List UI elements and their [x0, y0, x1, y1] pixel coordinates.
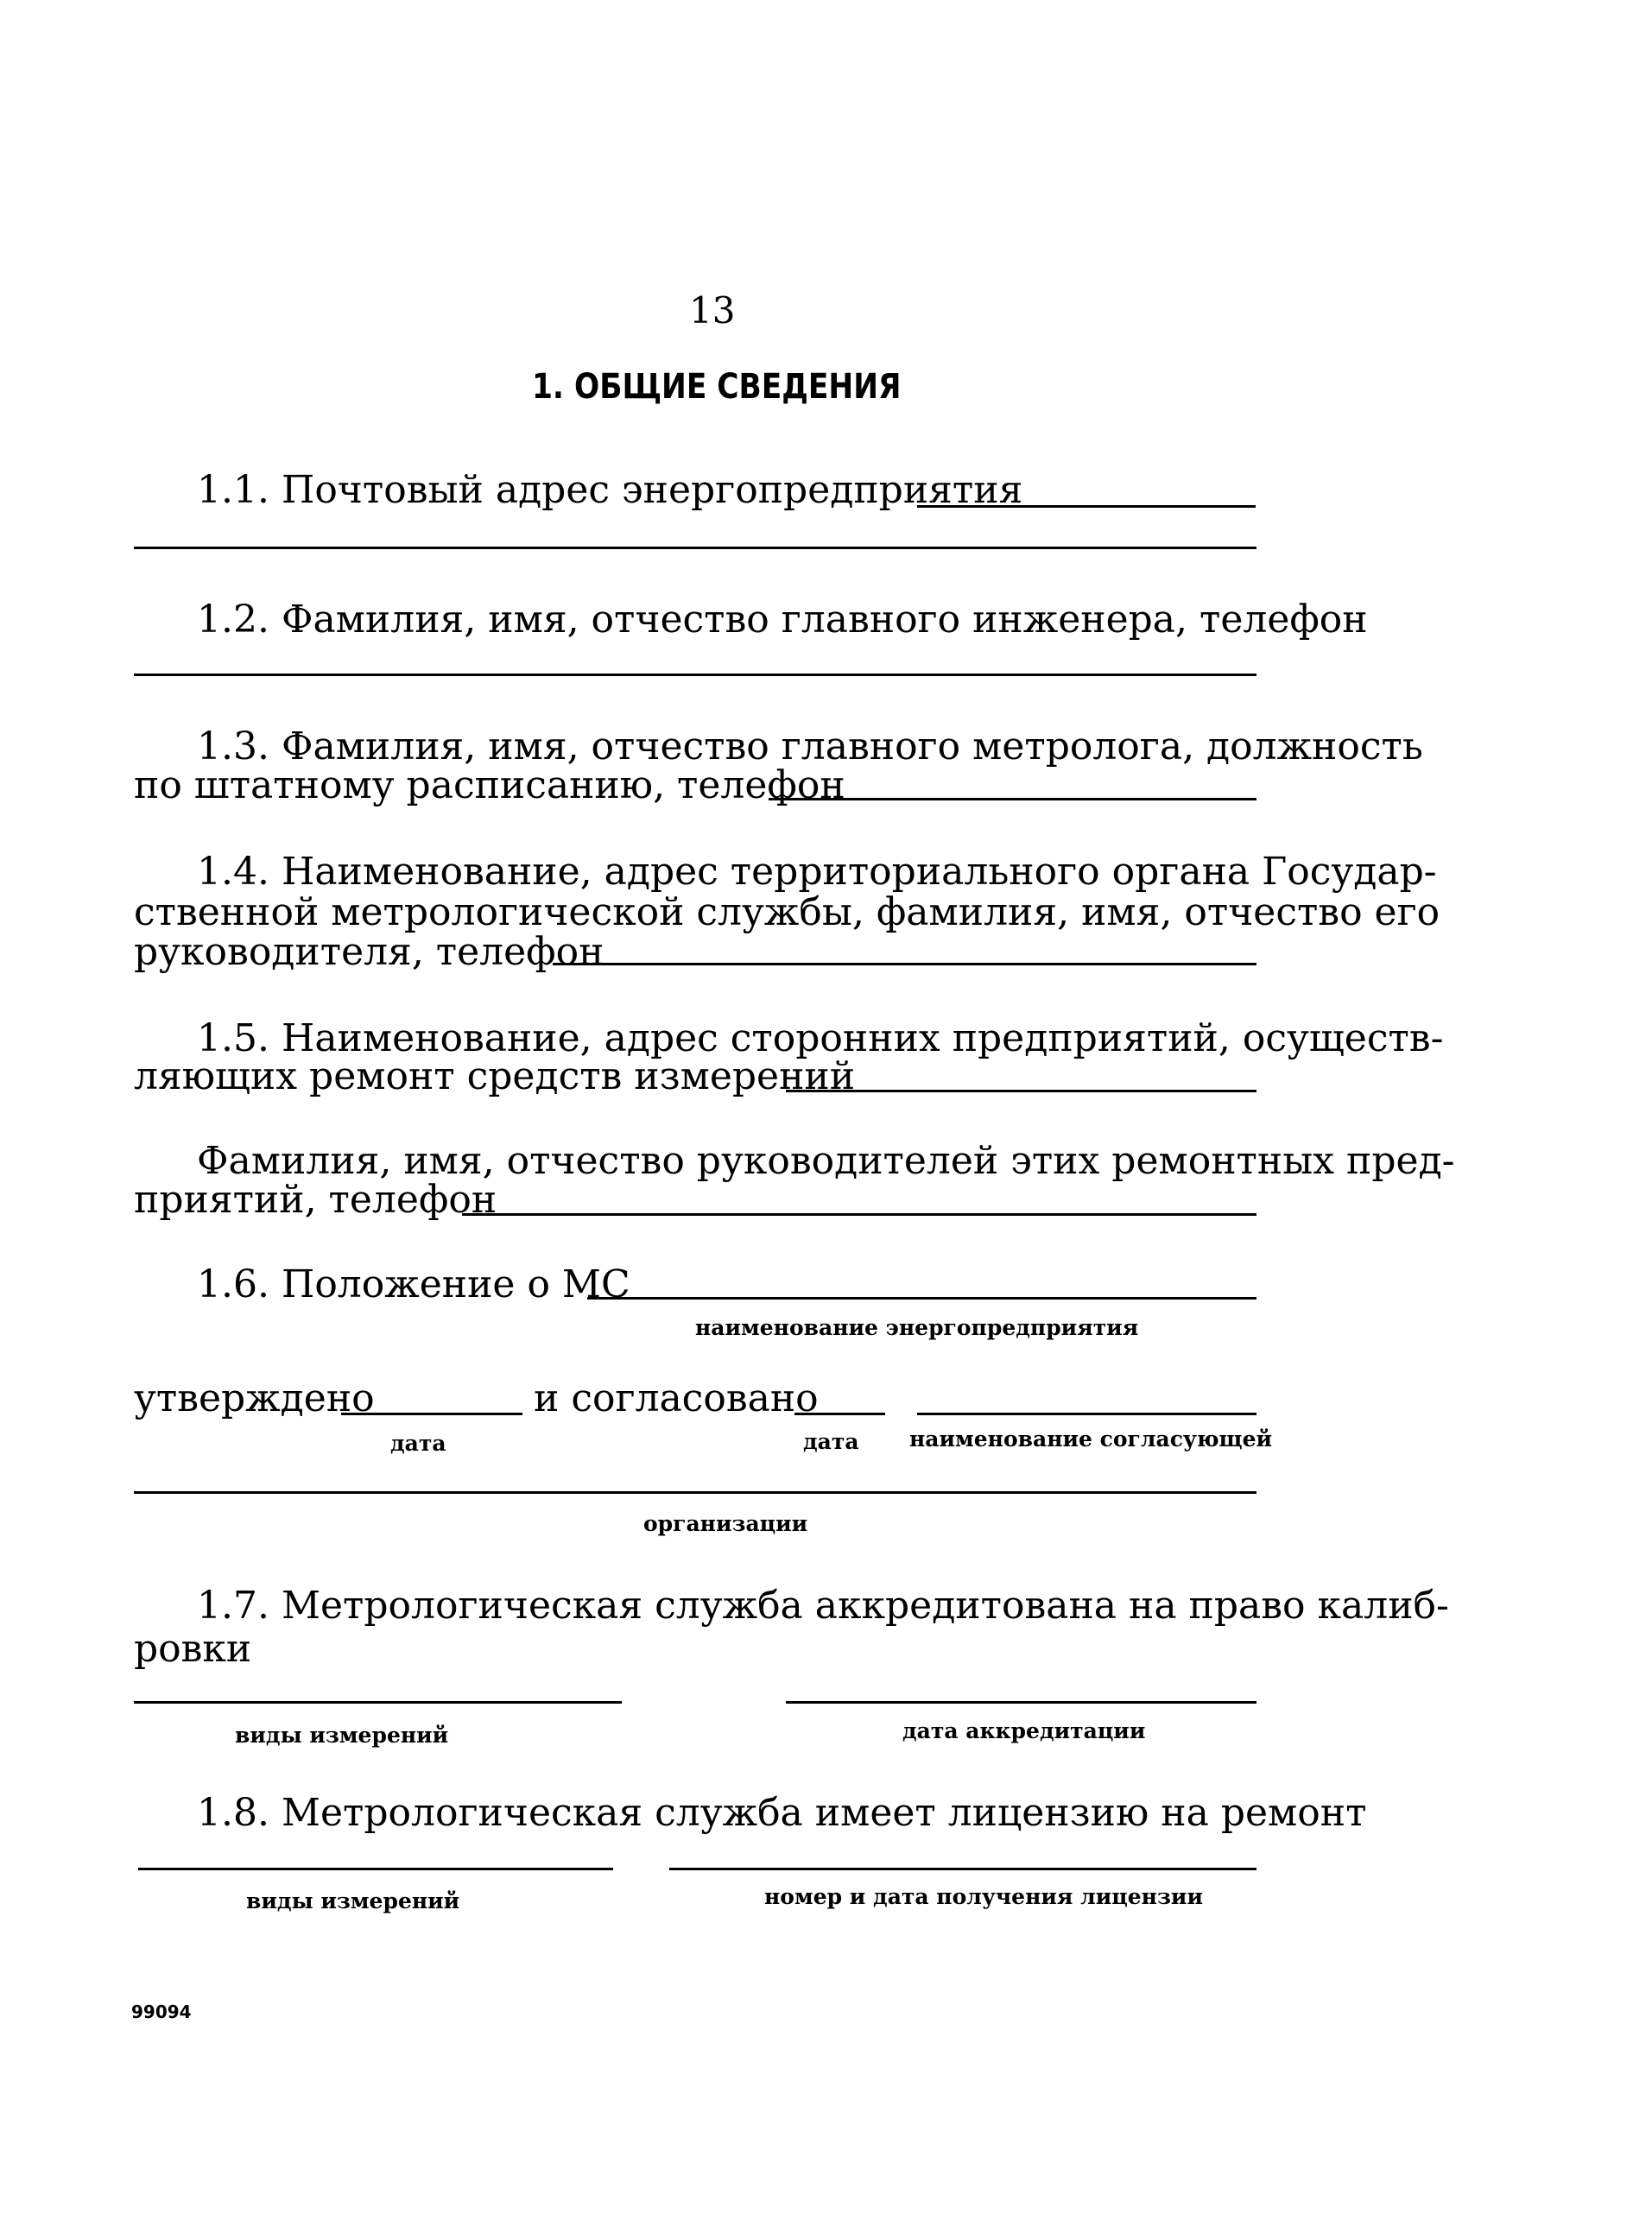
item-1-5-line2: ляющих ремонт средств измерений [134, 1054, 856, 1098]
item-1-2-text: 1.2. Фамилия, имя, отчество главного инженера, телефон [197, 598, 1368, 642]
agreeing-org-blank[interactable] [917, 1413, 1256, 1415]
caption-measurement-types-1: виды измерений [235, 1723, 449, 1748]
item-1-1-text: 1.1. Почтовый адрес энергопредприятия [197, 468, 1023, 512]
item-1-3-line2: по штатному расписанию, телефон [134, 763, 845, 807]
item-1-3-line1: 1.3. Фамилия, имя, отчество главного метролога, должность [197, 724, 1423, 768]
caption-enterprise: наименование энергопредприятия [695, 1315, 1139, 1340]
repair-heads-blank[interactable] [462, 1213, 1256, 1216]
item-1-7-line2: ровки [134, 1627, 252, 1671]
item-1-4-line1: 1.4. Наименование, адрес территориального органа Государ- [197, 850, 1437, 894]
approved-label: утверждено [134, 1376, 375, 1420]
item-1-6-blank[interactable] [587, 1297, 1256, 1300]
item-1-5-line1: 1.5. Наименование, адрес сторонних предприятий, осуществ- [197, 1016, 1444, 1060]
item-1-7-line1: 1.7. Метрологическая служба аккредитована на право калиб- [197, 1584, 1449, 1628]
item-1-8-license-blank[interactable] [669, 1868, 1256, 1870]
item-1-4-line2: ственной метрологической службы, фамилия, имя, отчество его [134, 890, 1440, 934]
item-1-8-types-blank[interactable] [138, 1868, 613, 1870]
section-heading: 1. ОБЩИЕ СВЕДЕНИЯ [532, 367, 902, 407]
caption-date-2: дата [803, 1429, 859, 1454]
repair-heads-line2: приятий, телефон [134, 1178, 497, 1222]
agreed-date-blank[interactable] [794, 1413, 885, 1415]
caption-agreeing: наименование согласующей [909, 1426, 1273, 1452]
item-1-7-types-blank[interactable] [134, 1701, 622, 1704]
caption-date-1: дата [390, 1431, 446, 1456]
item-1-3-blank[interactable] [769, 798, 1256, 800]
caption-organization: организации [643, 1511, 808, 1536]
item-1-2-blank[interactable] [134, 674, 1256, 676]
item-1-4-line3: руководителя, телефон [134, 930, 604, 974]
repair-heads-line1: Фамилия, имя, отчество руководителей этих ремонтных пред- [197, 1139, 1455, 1183]
item-1-7-date-blank[interactable] [786, 1701, 1256, 1704]
item-1-1-blank-2[interactable] [134, 547, 1256, 549]
item-1-6-text: 1.6. Положение о МС [197, 1262, 630, 1306]
footer-code: 99094 [131, 2002, 192, 2022]
caption-accreditation-date: дата аккредитации [902, 1718, 1146, 1743]
caption-license: номер и дата получения лицензии [764, 1884, 1203, 1909]
page-number: 13 [689, 289, 736, 332]
approved-date-blank[interactable] [341, 1413, 522, 1415]
agreeing-org-blank-2[interactable] [134, 1491, 1256, 1494]
agreed-label: и согласовано [534, 1376, 819, 1420]
caption-measurement-types-2: виды измерений [246, 1888, 460, 1913]
item-1-4-blank[interactable] [553, 963, 1256, 965]
item-1-8-line1: 1.8. Метрологическая служба имеет лицензию на ремонт [197, 1791, 1367, 1835]
item-1-1-blank[interactable] [917, 505, 1256, 508]
item-1-5-blank[interactable] [786, 1090, 1256, 1092]
